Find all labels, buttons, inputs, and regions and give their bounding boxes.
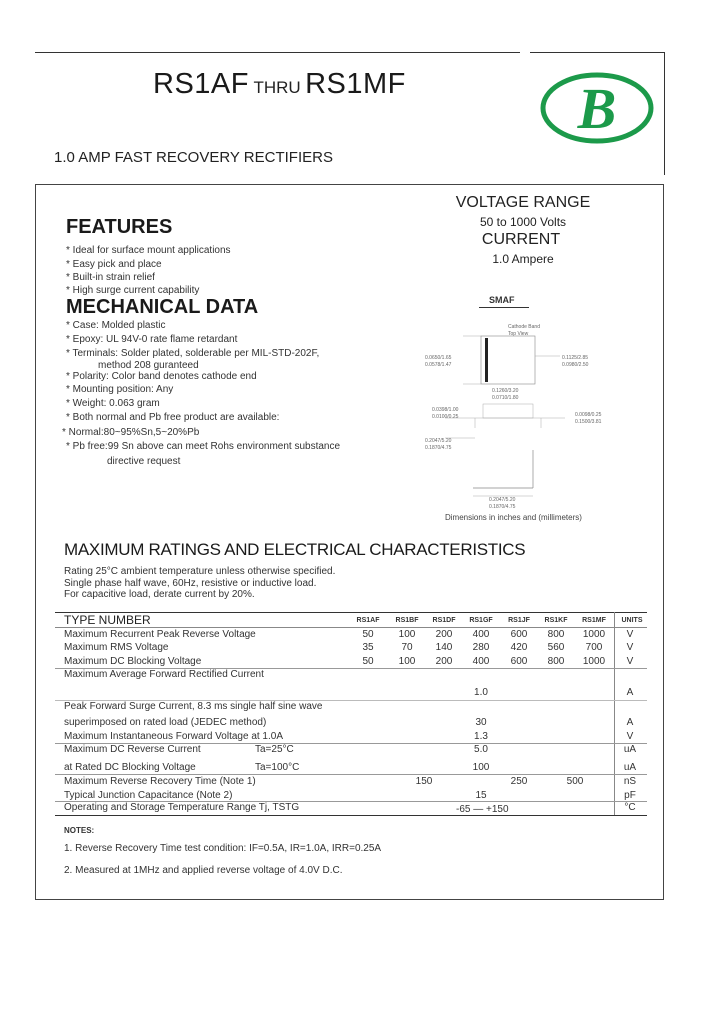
unit-cell: nS — [623, 776, 637, 787]
dim-label: 0.1500/3.81 — [575, 419, 602, 425]
package-caption: Dimensions in inches and (millimeters) — [445, 513, 582, 522]
value-cell: 500 — [566, 776, 584, 787]
value-cell: 150 — [415, 776, 433, 787]
value-cell: 200 — [435, 656, 453, 667]
value-cell: 50 — [362, 629, 374, 640]
value-cell: 1000 — [582, 629, 606, 640]
mechanical-title: MECHANICAL DATA — [66, 296, 259, 318]
package-name-underline — [479, 307, 529, 308]
current-value: 1.0 Ampere — [492, 252, 554, 266]
unit-cell: V — [626, 656, 634, 667]
param-label: Maximum DC Reverse Current — [64, 744, 201, 755]
feature-item: * Easy pick and place — [66, 259, 162, 270]
condition-label: Ta=25°C — [255, 744, 294, 755]
logo-letter: B — [577, 76, 617, 141]
value-cell: 1.0 — [474, 687, 488, 698]
column-header: RS1DF — [432, 617, 456, 624]
unit-cell: A — [626, 687, 634, 698]
mechanical-item: * Normal:80~95%Sn,5~20%Pb — [62, 427, 200, 438]
value-cell: 400 — [472, 656, 490, 667]
column-header: RS1GF — [469, 617, 493, 624]
feature-item: * Built-in strain relief — [66, 272, 155, 283]
column-header: RS1BF — [395, 617, 419, 624]
value-cell: 35 — [362, 642, 374, 653]
row-rule — [55, 774, 647, 775]
value-cell: 600 — [510, 656, 528, 667]
mechanical-item: * Case: Molded plastic — [66, 320, 166, 331]
feature-item: * Ideal for surface mount applications — [66, 245, 231, 256]
voltage-value: 50 to 1000 Volts — [479, 215, 567, 229]
value-cell: 30 — [475, 717, 487, 728]
dim-label: 0.0100/0.25 — [432, 414, 459, 420]
value-cell: 100 — [398, 656, 416, 667]
value-cell: 700 — [585, 642, 603, 653]
ratings-note: For capacitive load, derate current by 20%. — [64, 589, 255, 600]
dim-top-view: Top View — [508, 331, 529, 337]
unit-cell: uA — [623, 762, 637, 773]
table-header-rule — [55, 627, 647, 628]
dim-label: 0.2047/5.20 — [425, 438, 452, 444]
package-name: SMAF — [489, 295, 515, 305]
param-label: Maximum Reverse Recovery Time (Note 1) — [64, 776, 256, 787]
value-cell: 800 — [547, 629, 565, 640]
param-label: Maximum Instantaneous Forward Voltage at 1.0A — [64, 731, 284, 742]
column-header: RS1AF — [356, 617, 380, 624]
header-top-rule-right — [530, 52, 664, 53]
value-cell: 560 — [547, 642, 565, 653]
part-from: RS1AF — [153, 68, 249, 100]
features-title: FEATURES — [66, 216, 173, 238]
unit-cell: pF — [624, 790, 636, 801]
value-cell: 50 — [362, 656, 374, 667]
param-label: Maximum Recurrent Peak Reverse Voltage — [64, 629, 256, 640]
header-top-rule — [35, 52, 520, 53]
condition-label: Ta=100°C — [255, 762, 300, 773]
mechanical-item: * Polarity: Color band denotes cathode end — [66, 371, 257, 382]
param-label: Maximum DC Blocking Voltage — [64, 656, 202, 667]
part-to: RS1MF — [305, 68, 406, 100]
param-label: superimposed on rated load (JEDEC method) — [64, 717, 267, 728]
mechanical-item: * Epoxy: UL 94V-0 rate flame retardant — [66, 334, 238, 345]
dim-label: 0.0398/1.00 — [432, 407, 459, 413]
product-line: 1.0 AMP FAST RECOVERY RECTIFIERS — [54, 149, 333, 166]
part-number-title — [153, 68, 406, 101]
brand-logo — [540, 72, 654, 144]
param-label: Typical Junction Capacitance (Note 2) — [64, 790, 233, 801]
value-cell: 250 — [510, 776, 528, 787]
dim-label: 0.0980/2.50 — [562, 362, 589, 368]
dim-label: 0.1870/4.75 — [489, 504, 516, 510]
param-label: Operating and Storage Temperature Range Tj, TSTG — [64, 802, 300, 813]
value-cell: -65 — +150 — [456, 804, 509, 815]
unit-cell: °C — [624, 802, 636, 813]
current-label: CURRENT — [481, 231, 561, 248]
thru-label: THRU — [253, 78, 301, 97]
unit-cell: V — [626, 731, 634, 742]
notes-title: NOTES: — [64, 826, 95, 835]
dim-label: 0.0650/1.65 — [425, 355, 452, 361]
column-header: RS1MF — [582, 617, 606, 624]
value-cell: 600 — [510, 629, 528, 640]
dim-label: 0.1260/3.20 — [492, 388, 519, 394]
value-cell: 420 — [510, 642, 528, 653]
value-cell: 100 — [398, 629, 416, 640]
value-cell: 1.3 — [474, 731, 488, 742]
dim-label: 0.0578/1.47 — [425, 362, 452, 368]
value-cell: 140 — [435, 642, 453, 653]
mechanical-item: directive request — [107, 456, 181, 467]
dim-label: 0.1870/4.75 — [425, 445, 452, 451]
header-right-rule — [664, 52, 665, 175]
mechanical-item: * Mounting position: Any — [66, 384, 174, 395]
column-header: RS1KF — [544, 617, 568, 624]
value-cell: 70 — [401, 642, 413, 653]
mechanical-item: * Weight: 0.063 gram — [66, 398, 160, 409]
voltage-label: VOLTAGE RANGE — [455, 194, 591, 211]
dim-label: 0.0710/1.80 — [492, 395, 519, 401]
mechanical-item: * Terminals: Solder plated, solderable per MIL-STD-202F, — [66, 348, 320, 359]
param-label: Maximum Average Forward Rectified Current — [64, 669, 264, 680]
type-number-label: TYPE NUMBER — [64, 613, 151, 627]
unit-cell: uA — [623, 744, 637, 755]
mechanical-item: * Both normal and Pb free product are available: — [66, 412, 280, 423]
value-cell: 1000 — [582, 656, 606, 667]
value-cell: 400 — [472, 629, 490, 640]
value-cell: 800 — [547, 656, 565, 667]
param-label: Maximum RMS Voltage — [64, 642, 169, 653]
value-cell: 15 — [475, 790, 487, 801]
param-label: at Rated DC Blocking Voltage — [64, 762, 196, 773]
unit-cell: V — [626, 629, 634, 640]
units-header: UNITS — [621, 617, 643, 624]
mechanical-item: method 208 guranteed — [98, 360, 199, 371]
dim-label: 0.0098/0.25 — [575, 412, 602, 418]
mechanical-item: * Pb free:99 Sn above can meet Rohs environment substance — [66, 441, 341, 452]
value-cell: 200 — [435, 629, 453, 640]
feature-item: * High surge current capability — [66, 285, 200, 296]
value-cell: 5.0 — [474, 744, 488, 755]
ratings-title: MAXIMUM RATINGS AND ELECTRICAL CHARACTERISTICS — [64, 540, 526, 559]
note-item: 1. Reverse Recovery Time test condition: IF=0.5A, IR=1.0A, IRR=0.25A — [64, 843, 382, 854]
ratings-note: Single phase half wave, 60Hz, resistive or inductive load. — [64, 578, 317, 589]
unit-cell: V — [626, 642, 634, 653]
note-item: 2. Measured at 1MHz and applied reverse voltage of 4.0V D.C. — [64, 865, 343, 876]
table-bottom-rule — [55, 815, 647, 816]
unit-cell: A — [626, 717, 634, 728]
dim-label: 0.2047/5.20 — [489, 497, 516, 503]
dim-label: 0.1125/2.85 — [562, 355, 589, 361]
value-cell: 100 — [472, 762, 490, 773]
ratings-note: Rating 25°C ambient temperature unless otherwise specified. — [64, 566, 336, 577]
param-label: Peak Forward Surge Current, 8.3 ms single half sine wave — [64, 701, 323, 712]
column-header: RS1JF — [508, 617, 530, 624]
ratings-summary — [430, 194, 616, 266]
value-cell: 280 — [472, 642, 490, 653]
dim-cathode-band: Cathode Band — [508, 324, 540, 330]
